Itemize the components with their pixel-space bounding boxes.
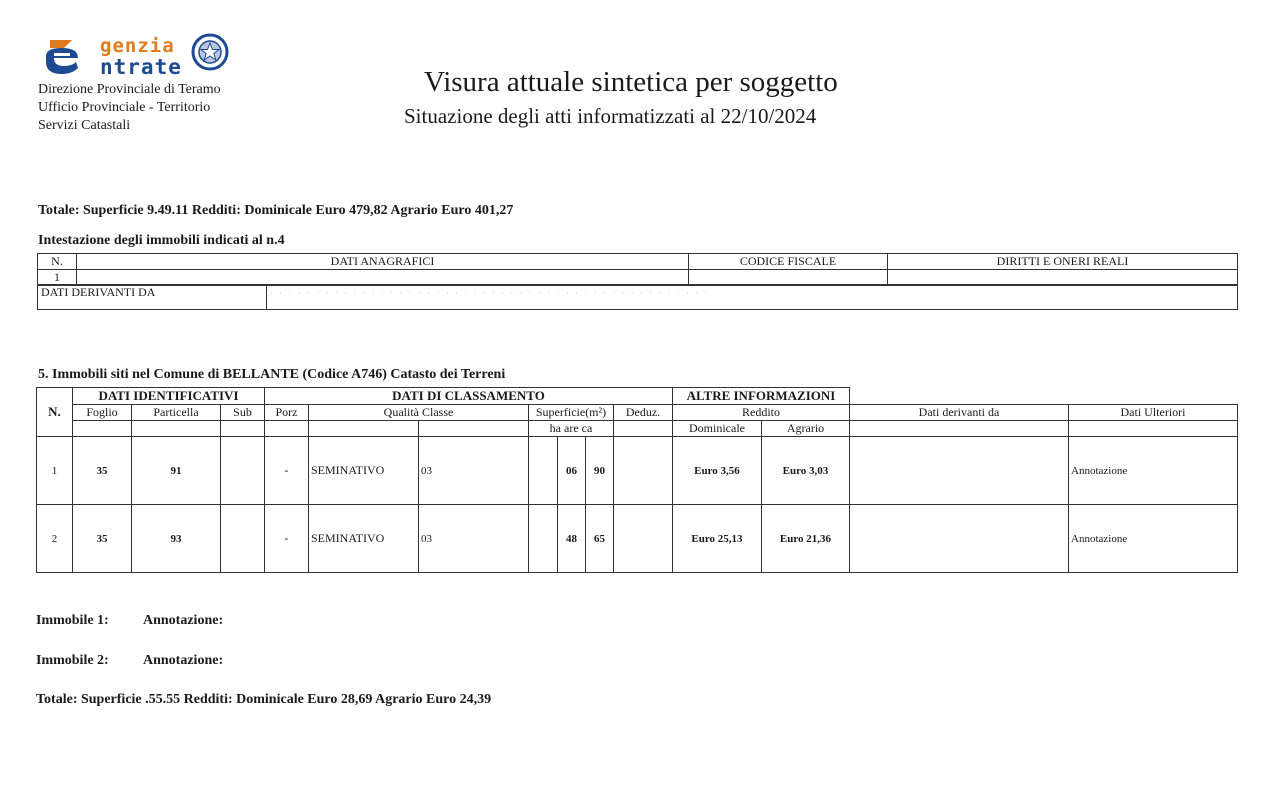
row-dominicale: Euro 3,56 bbox=[673, 437, 762, 505]
row-ca: 90 bbox=[586, 437, 614, 505]
row-classe: 03 bbox=[419, 437, 529, 505]
header-diritti: DIRITTI E ONERI REALI bbox=[888, 254, 1238, 270]
row-dominicale: Euro 25,13 bbox=[673, 505, 762, 573]
row-qualita: SEMINATIVO bbox=[309, 437, 419, 505]
row-porz: - bbox=[265, 505, 309, 573]
group-dati-identificativi: DATI IDENTIFICATIVI bbox=[73, 388, 265, 405]
office-line-3: Servizi Catastali bbox=[38, 118, 131, 133]
row-dati-derivanti bbox=[850, 437, 1069, 505]
row-ha bbox=[529, 437, 558, 505]
row-dati-derivanti bbox=[850, 505, 1069, 573]
row-n: 1 bbox=[37, 437, 73, 505]
header-codice-fiscale: CODICE FISCALE bbox=[689, 254, 888, 270]
row-deduz bbox=[614, 437, 673, 505]
totale-top: Totale: Superficie 9.49.11 Redditi: Dominicale Euro 479,82 Agrario Euro 401,27 bbox=[38, 203, 514, 218]
totale-bottom: Totale: Superficie .55.55 Redditi: Dominicale Euro 28,69 Agrario Euro 24,39 bbox=[36, 692, 492, 707]
col-dominicale: Dominicale bbox=[673, 421, 762, 437]
document-title: Visura attuale sintetica per soggetto bbox=[424, 66, 838, 98]
immobile-1-annotazione: Annotazione: bbox=[143, 613, 224, 628]
col-particella: Particella bbox=[132, 405, 221, 421]
immobile-2-annotazione: Annotazione: bbox=[143, 653, 224, 668]
group-dati-classamento: DATI DI CLASSAMENTO bbox=[265, 388, 673, 405]
row-foglio: 35 bbox=[73, 505, 132, 573]
row-particella: 91 bbox=[132, 437, 221, 505]
subheader-row bbox=[37, 421, 1238, 437]
row-foglio: 35 bbox=[73, 437, 132, 505]
header-n: N. bbox=[38, 254, 77, 270]
row-ulteriori: Annotazione bbox=[1069, 505, 1238, 573]
group-altre-informazioni: ALTRE INFORMAZIONI bbox=[673, 388, 850, 405]
table-row bbox=[37, 505, 1238, 573]
col-dati-derivanti: Dati derivanti da bbox=[850, 405, 1069, 421]
intestazione-title: Intestazione degli immobili indicati al n.4 bbox=[38, 233, 285, 248]
derivanti-value-redacted: · · · · · · · · · · · · · · · · · · · · · · · · · · · · · · · · · · · · · · · · · · · · · · · · bbox=[267, 285, 1238, 310]
office-line-2: Ufficio Provinciale - Territorio bbox=[38, 100, 211, 115]
logo-word-entrate: ntrate bbox=[100, 55, 182, 79]
intestazione-header-row bbox=[38, 254, 1238, 270]
row-number: 1 bbox=[38, 270, 77, 286]
col-dati-ulteriori: Dati Ulteriori bbox=[1069, 405, 1238, 421]
row-porz: - bbox=[265, 437, 309, 505]
derivanti-table bbox=[37, 284, 1238, 310]
row-n: 2 bbox=[37, 505, 73, 573]
italian-republic-emblem-icon bbox=[190, 30, 230, 74]
row-qualita: SEMINATIVO bbox=[309, 505, 419, 573]
derivanti-label: DATI DERIVANTI DA bbox=[38, 285, 267, 310]
row-ulteriori: Annotazione bbox=[1069, 437, 1238, 505]
row-sub bbox=[221, 437, 265, 505]
col-foglio: Foglio bbox=[73, 405, 132, 421]
document-subtitle: Situazione degli atti informatizzati al 22/10/2024 bbox=[404, 104, 817, 128]
group-header-row bbox=[37, 388, 1238, 405]
col-porz: Porz bbox=[265, 405, 309, 421]
immobile-1-label: Immobile 1: bbox=[36, 613, 109, 628]
col-sub: Sub bbox=[221, 405, 265, 421]
agenzia-entrate-logo bbox=[40, 30, 240, 82]
row-agrario: Euro 3,03 bbox=[762, 437, 850, 505]
col-qualita-classe: Qualità Classe bbox=[309, 405, 529, 421]
immobile-2-label: Immobile 2: bbox=[36, 653, 109, 668]
col-superficie: Superficie(m²) bbox=[529, 405, 614, 421]
office-line-1: Direzione Provinciale di Teramo bbox=[38, 82, 221, 97]
col-reddito: Reddito bbox=[673, 405, 850, 421]
col-ha-are-ca: ha are ca bbox=[529, 421, 614, 437]
row-deduz bbox=[614, 505, 673, 573]
row-ca: 65 bbox=[586, 505, 614, 573]
agenzia-e-logo-icon bbox=[42, 34, 82, 78]
row-agrario: Euro 21,36 bbox=[762, 505, 850, 573]
intestazione-table bbox=[37, 253, 1238, 286]
immobili-table bbox=[36, 387, 1238, 573]
section5-title: 5. Immobili siti nel Comune di BELLANTE (Codice A746) Catasto dei Terreni bbox=[38, 367, 506, 382]
row-are: 48 bbox=[558, 505, 586, 573]
header-dati-anagrafici: DATI ANAGRAFICI bbox=[77, 254, 689, 270]
office-info bbox=[38, 81, 221, 135]
col-deduz: Deduz. bbox=[614, 405, 673, 421]
logo-word-agenzia: genzia bbox=[100, 35, 175, 57]
row-sub bbox=[221, 505, 265, 573]
column-header-row bbox=[37, 405, 1238, 421]
row-are: 06 bbox=[558, 437, 586, 505]
col-agrario: Agrario bbox=[762, 421, 850, 437]
row-particella: 93 bbox=[132, 505, 221, 573]
row-ha bbox=[529, 505, 558, 573]
table-row bbox=[37, 437, 1238, 505]
col-n: N. bbox=[37, 388, 73, 437]
row-classe: 03 bbox=[419, 505, 529, 573]
